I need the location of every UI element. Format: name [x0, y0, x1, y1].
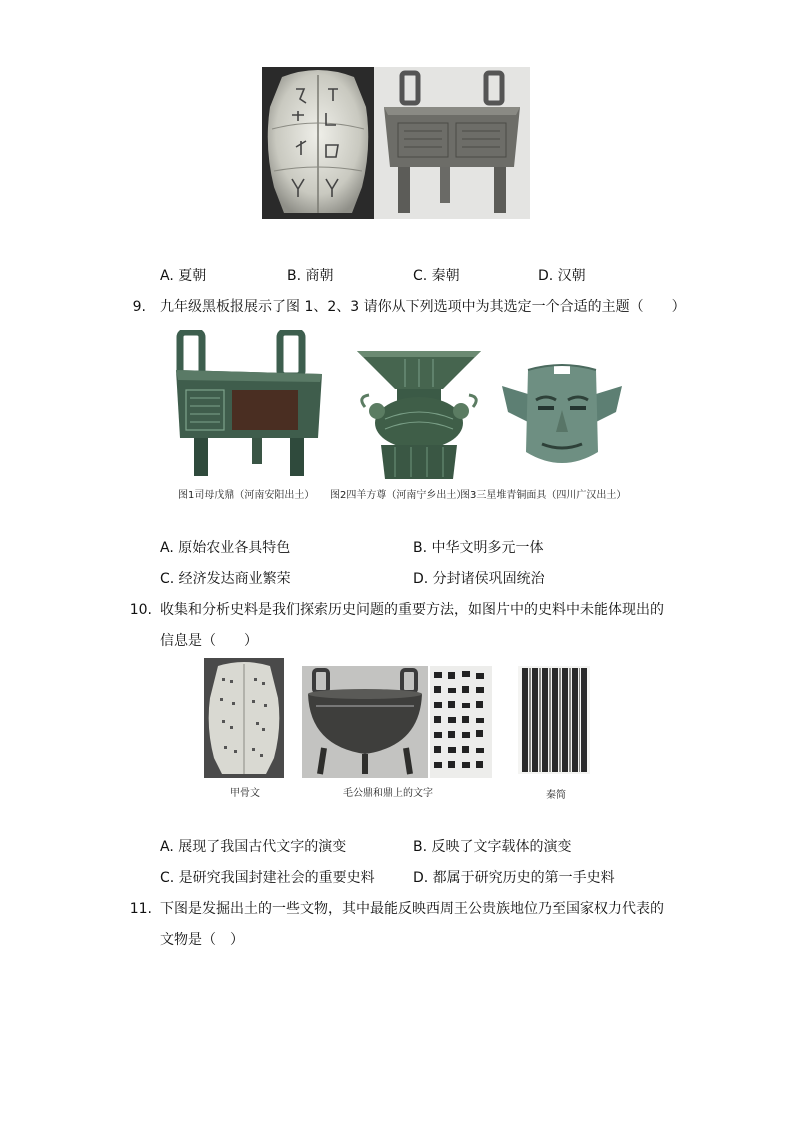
figure-caption-1: 甲骨文 [230, 788, 260, 799]
option-a[interactable]: A. 夏朝 [160, 268, 207, 284]
question-stem: 收集和分析史料是我们探索历史问题的重要方法，如图片中的史料中未能体现出的 [160, 602, 664, 618]
question-number: 11. [129, 901, 152, 917]
four-ram-zun-photo [355, 345, 483, 480]
option-a[interactable]: A. 原始农业各具特色 [160, 540, 291, 556]
bronze-inscription-photo [430, 666, 492, 778]
qin-bamboo-slips-photo [518, 666, 590, 774]
figure-caption-1: 图1司母戊鼎（河南安阳出土） [178, 490, 315, 501]
figure-caption-2: 毛公鼎和鼎上的文字 [343, 788, 433, 799]
oracle-bone-photo [262, 67, 374, 219]
question-number: 9. [132, 299, 146, 315]
jiaguwen-photo [204, 658, 284, 778]
option-b[interactable]: B. 反映了文字载体的演变 [413, 839, 572, 855]
simuwu-ding-photo [172, 330, 322, 480]
square-ding-photo [374, 67, 530, 219]
question-stem: 九年级黑板报展示了图 1、2、3 请你从下列选项中为其选定一个合适的主题（ ） [160, 299, 686, 315]
option-c[interactable]: C. 经济发达商业繁荣 [160, 571, 291, 587]
option-b[interactable]: B. 中华文明多元一体 [413, 540, 544, 556]
option-d[interactable]: D. 分封诸侯巩固统治 [413, 571, 545, 587]
question-stem-continued: 文物是（ ） [160, 932, 244, 948]
option-d[interactable]: D. 汉朝 [538, 268, 586, 284]
figure-caption-2: 图2四羊方尊（河南宁乡出土） [330, 490, 467, 501]
sanxingdui-mask-photo [498, 360, 626, 480]
option-c[interactable]: C. 秦朝 [413, 268, 460, 284]
question-stem-continued: 信息是（ ） [160, 633, 258, 649]
maogong-ding-photo [302, 666, 428, 778]
option-a[interactable]: A. 展现了我国古代文字的演变 [160, 839, 347, 855]
option-b[interactable]: B. 商朝 [287, 268, 334, 284]
option-c[interactable]: C. 是研究我国封建社会的重要史料 [160, 870, 375, 886]
figure-caption-3: 图3三星堆青铜面具（四川广汉出土） [460, 490, 627, 501]
question-stem: 下图是发掘出土的一些文物，其中最能反映西周王公贵族地位乃至国家权力代表的 [160, 901, 664, 917]
figure-caption-3: 秦简 [546, 790, 566, 801]
question-number: 10. [129, 602, 152, 618]
option-d[interactable]: D. 都属于研究历史的第一手史料 [413, 870, 615, 886]
